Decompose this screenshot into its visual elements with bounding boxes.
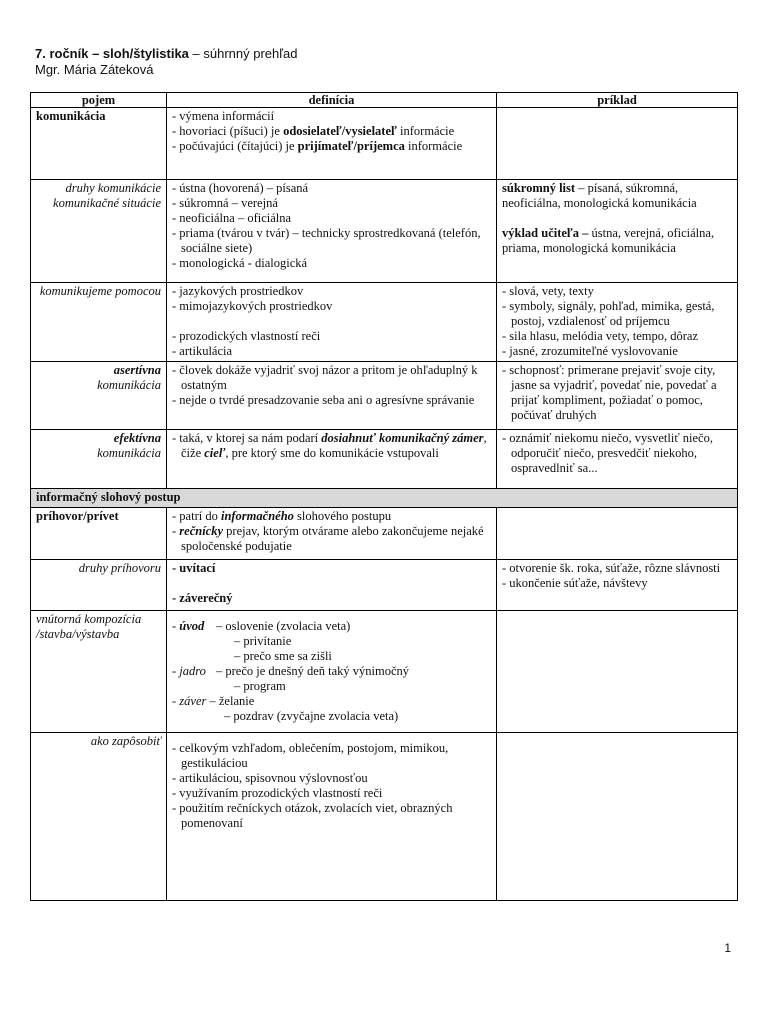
definition-cell [167, 611, 497, 733]
table-row [31, 508, 738, 560]
list-item [172, 524, 491, 554]
list-item: - ústna (hovorená) – písaná [172, 181, 491, 196]
table-row [31, 733, 738, 901]
list-item [172, 431, 491, 461]
list-item: - záverečný [172, 591, 491, 606]
example-cell [497, 508, 738, 560]
list-item: - jazykových prostriedkov [172, 284, 491, 299]
text: hovoriaci (píšuci) je [179, 124, 284, 138]
key-term: súkromný list [502, 181, 576, 195]
list-item [172, 139, 491, 154]
table-header-row [31, 93, 738, 108]
term-line: komunikácia [97, 446, 161, 460]
table-row [31, 611, 738, 733]
list-item: - uvítací [172, 561, 491, 576]
term-cell: vnútorná kompozícia /stavba/výstavba [31, 611, 167, 733]
document-author: Mgr. Mária Záteková [35, 62, 154, 77]
definition-cell [167, 733, 497, 901]
example-cell [497, 180, 738, 283]
text: ústna, verejná, oficiálna, priama, monologická komunikácia [502, 226, 715, 255]
list-item: - symboly, signály, pohľad, mimika, gestá, postoj, vzdialenosť od príjemcu [502, 299, 732, 329]
list-item: - otvorenie šk. roka, súťaže, rôzne slávnosti [502, 561, 732, 576]
text: informácie [404, 139, 463, 153]
text: želanie [218, 694, 255, 708]
key-term: rečnícky [179, 524, 224, 538]
term-line: druhy komunikácie [65, 181, 161, 195]
list-item: - výmena informácií [172, 109, 491, 124]
example-cell [497, 733, 738, 901]
list-item: - celkovým vzhľadom, oblečením, postojom, mimikou, gestikuláciou [172, 741, 491, 771]
dash: - [172, 694, 180, 708]
text: počúvajúci (čítajúci) je [179, 139, 298, 153]
definition-cell [167, 283, 497, 362]
text: , čiže [181, 431, 487, 460]
list-item: - mimojazykových prostriedkov [172, 299, 491, 314]
term-line: efektívna [113, 431, 161, 445]
key-term: cieľ [204, 446, 226, 460]
part-item: – pozdrav (zvyčajne zvolacia veta) [172, 709, 491, 724]
example-cell [497, 283, 738, 362]
example-cell [497, 362, 738, 430]
list-item: - oznámiť niekomu niečo, vysvetliť niečo, odporučiť niečo, presvedčiť niekoho, ospravedlniť sa... [502, 431, 732, 476]
list-item: - ukončenie súťaže, návštevy [502, 576, 732, 591]
section-row [31, 489, 738, 508]
title-bold: 7. ročník – sloh/štylistika [35, 46, 189, 61]
key-term: odosielateľ/vysielateľ [283, 124, 397, 138]
term-line: komunikačné situácie [53, 196, 161, 210]
text: informácie [396, 124, 455, 138]
definition-cell [167, 430, 497, 489]
part-item: – prečo je dnešný deň taký výnimočný [216, 664, 410, 678]
table-row [31, 283, 738, 362]
part-item: – program [172, 679, 491, 694]
list-item: - artikuláciou, spisovnou výslovnosťou [172, 771, 491, 786]
list-item: - použitím rečníckych otázok, zvolacích viet, obrazných pomenovaní [172, 801, 491, 831]
column-header-pojem: pojem [31, 93, 167, 108]
example-cell [497, 611, 738, 733]
list-item: - artikulácia [172, 344, 491, 359]
term-cell: druhy príhovoru [31, 560, 167, 611]
key-term: výklad učiteľa – [502, 226, 589, 240]
text: , pre ktorý sme do komunikácie vstupovali [225, 446, 439, 460]
list-item: - využívaním prozodických vlastností reči [172, 786, 491, 801]
part-item: – privítanie [172, 634, 491, 649]
term-line: komunikácia [97, 378, 161, 392]
text: patrí do [179, 509, 221, 523]
summary-table [30, 92, 738, 901]
list-item: - prozodických vlastností reči [172, 329, 491, 344]
text: prejav, ktorým otvárame alebo zakončujeme nejaké spoločenské podujatie [181, 524, 484, 553]
part-item: – oslovenie (zvolacia veta) [216, 619, 351, 633]
part-label: jadro [179, 664, 206, 678]
list-item: - schopnosť: primerane prejaviť svoje city, jasne sa vyjadriť, povedať nie, povedať a prijať kompliment, požiadať o pomoc, počúvať druhých [502, 363, 732, 423]
term-cell [31, 362, 167, 430]
table-row [31, 108, 738, 180]
composition-part-uvod [172, 619, 491, 634]
definition-cell [167, 108, 497, 180]
list-item: - sila hlasu, melódia vety, tempo, dôraz [502, 329, 732, 344]
term-cell: komunikácia [31, 108, 167, 180]
text: oslovenie (zvolacia veta) [225, 619, 351, 633]
part-label: úvod [179, 619, 205, 633]
dash: - [172, 664, 180, 678]
column-header-definicia: definícia [167, 93, 497, 108]
example-cell [497, 560, 738, 611]
list-item: - monologická - dialogická [172, 256, 491, 271]
term-cell [31, 430, 167, 489]
section-title: informačný slohový postup [31, 489, 738, 508]
list-item: - človek dokáže vyjadriť svoj názor a pritom je ohľaduplný k ostatným [172, 363, 491, 393]
title-rest: – súhrnný prehľad [188, 46, 298, 61]
text: slohového postupu [293, 509, 392, 523]
term-cell: príhovor/prívet [31, 508, 167, 560]
term-cell [31, 180, 167, 283]
composition-part-jadro [172, 664, 491, 679]
list-item [172, 509, 491, 524]
definition-cell [167, 180, 497, 283]
example-cell [497, 430, 738, 489]
list-item: - nejde o tvrdé presadzovanie seba ani o agresívne správanie [172, 393, 491, 408]
list-item: - jasné, zrozumiteľné vyslovovanie [502, 344, 732, 359]
list-item: - priama (tvárou v tvár) – technicky sprostredkovaná (telefón, sociálne siete) [172, 226, 491, 256]
column-header-priklad: príklad [497, 93, 738, 108]
example-paragraph [502, 226, 732, 256]
definition-cell [167, 362, 497, 430]
key-term: prijímateľ/príjemca [297, 139, 405, 153]
term-cell: komunikujeme pomocou [31, 283, 167, 362]
key-term: informačného [220, 509, 294, 523]
definition-cell [167, 560, 497, 611]
dash: - [172, 619, 180, 633]
composition-part-zaver: - záver – želanie [172, 694, 255, 708]
example-paragraph [502, 181, 732, 211]
list-item [172, 124, 491, 139]
document-title [35, 46, 298, 62]
term-line: asertívna [113, 363, 161, 377]
key-term: dosiahnuť komunikačný zámer [321, 431, 484, 445]
part-item: – prečo sme sa zišli [172, 649, 491, 664]
page-number: 1 [724, 941, 731, 955]
text: prečo je dnešný deň taký výnimočný [225, 664, 410, 678]
example-cell [497, 108, 738, 180]
definition-cell [167, 508, 497, 560]
table-row [31, 560, 738, 611]
table-row [31, 180, 738, 283]
list-item: - súkromná – verejná [172, 196, 491, 211]
term-cell: ako zapôsobiť [31, 733, 167, 901]
text: taká, v ktorej sa nám podarí [179, 431, 322, 445]
text: – písaná, súkromná, neoficiálna, monologická komunikácia [502, 181, 697, 210]
table-row [31, 430, 738, 489]
part-label: záver [179, 694, 207, 708]
list-item: - neoficiálna – oficiálna [172, 211, 491, 226]
list-item: - slová, vety, texty [502, 284, 732, 299]
table-row [31, 362, 738, 430]
